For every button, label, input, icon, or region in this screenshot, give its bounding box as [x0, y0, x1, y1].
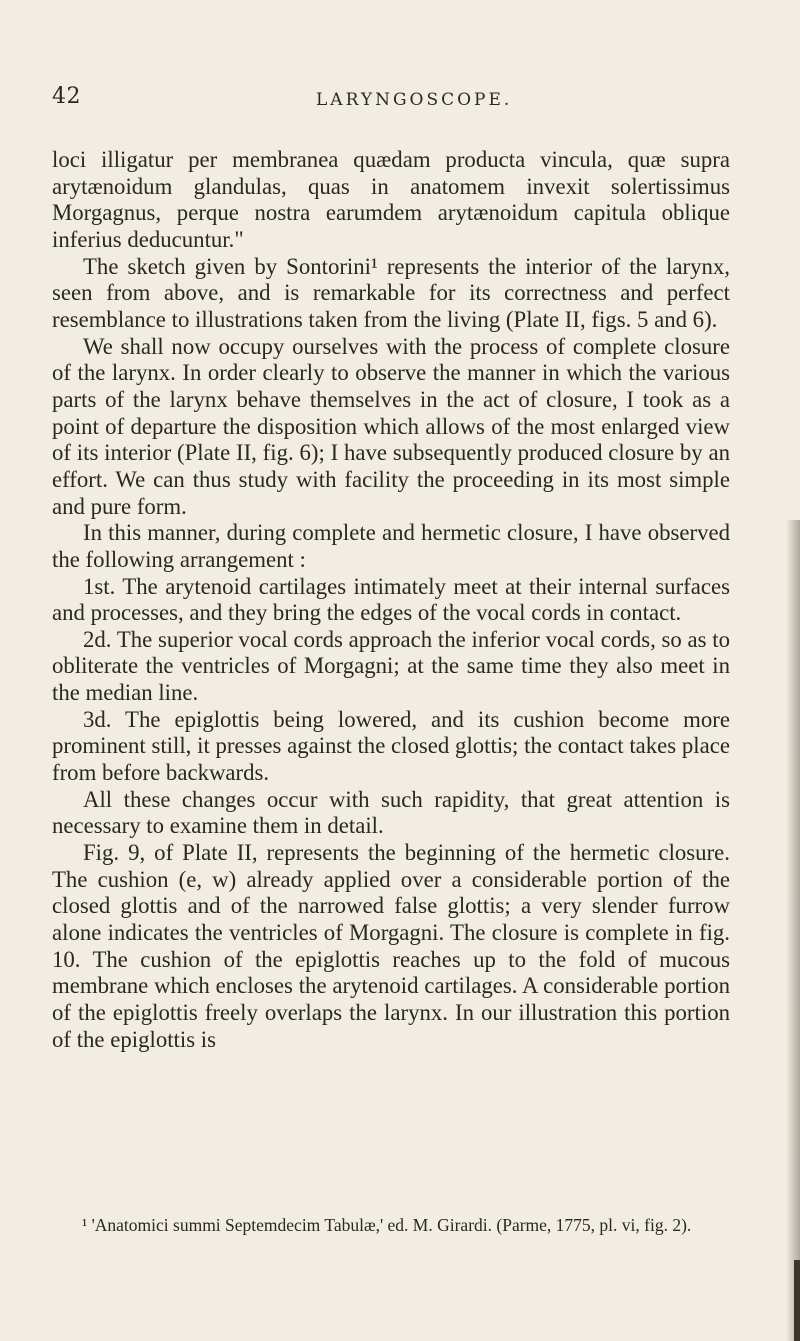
paragraph: Fig. 9, of Plate II, represents the beginning of the hermetic closure. The cushion (e, w) already applied over a considerable portion of the closed glottis and of the narrowed false glottis; a very slender furrow alone indicates the ventricles of Morgagni. The closure is complete in fig. 10. The cushion of the epiglottis reaches up to the fold of mucous membrane which encloses the arytenoid cartilages. A considerable portion of the epiglottis freely overlaps the larynx. In our illustration this portion of the epiglottis is [52, 840, 730, 1052]
list-item: 3d. The epiglottis being lowered, and its cushion become more prominent still, it presses against the closed glottis; the contact takes place from before backwards. [52, 706, 730, 786]
page-edge-shadow [786, 520, 800, 1341]
footnote-text: ¹ 'Anatomici summi Septemdecim Tabulæ,' ed. M. Girardi. (Parme, 1775, pl. vi, fig. 2). [82, 1215, 692, 1235]
page-header [0, 84, 800, 114]
paragraph: loci illigatur per membranea quædam producta vincula, quæ supra arytænoidum glandulas, quas in anatomem invexit solertissimus Morgagnus, perque nostra earumdem arytænoidum capitula oblique inferius deducuntur." [52, 147, 730, 252]
paragraph: All these changes occur with such rapidity, that great attention is necessary to examine them in detail. [52, 786, 730, 839]
paragraph: In this manner, during complete and hermetic closure, I have observed the following arrangement : [52, 520, 730, 572]
paragraph: The sketch given by Sontorini¹ represents the interior of the larynx, seen from above, and is remarkable for its correctness and perfect resemblance to illustrations taken from the living (Plate II, figs. 5 and 6). [52, 253, 730, 332]
body-text [52, 147, 730, 1053]
running-head: LARYNGOSCOPE. [316, 90, 513, 110]
page-number: 42 [52, 84, 81, 109]
footnote [52, 1213, 730, 1237]
list-item: 1st. The arytenoid cartilages intimately meet at their internal surfaces and processes, and they bring the edges of the vocal cords in contact. [52, 573, 730, 626]
list-item: 2d. The superior vocal cords approach the inferior vocal cords, so as to obliterate the ventricles of Morgagni; at the same time they also meet in the median line. [52, 626, 730, 706]
page-edge-dark [794, 1260, 800, 1341]
paragraph: We shall now occupy ourselves with the process of complete closure of the larynx. In order clearly to observe the manner in which the various parts of the larynx behave themselves in the act of closure, I took as a point of departure the disposition which allows of the most enlarged view of its interior (Plate II, fig. 6); I have subsequently produced closure by an effort. We can thus study with facility the proceeding in its most simple and pure form. [52, 333, 730, 519]
